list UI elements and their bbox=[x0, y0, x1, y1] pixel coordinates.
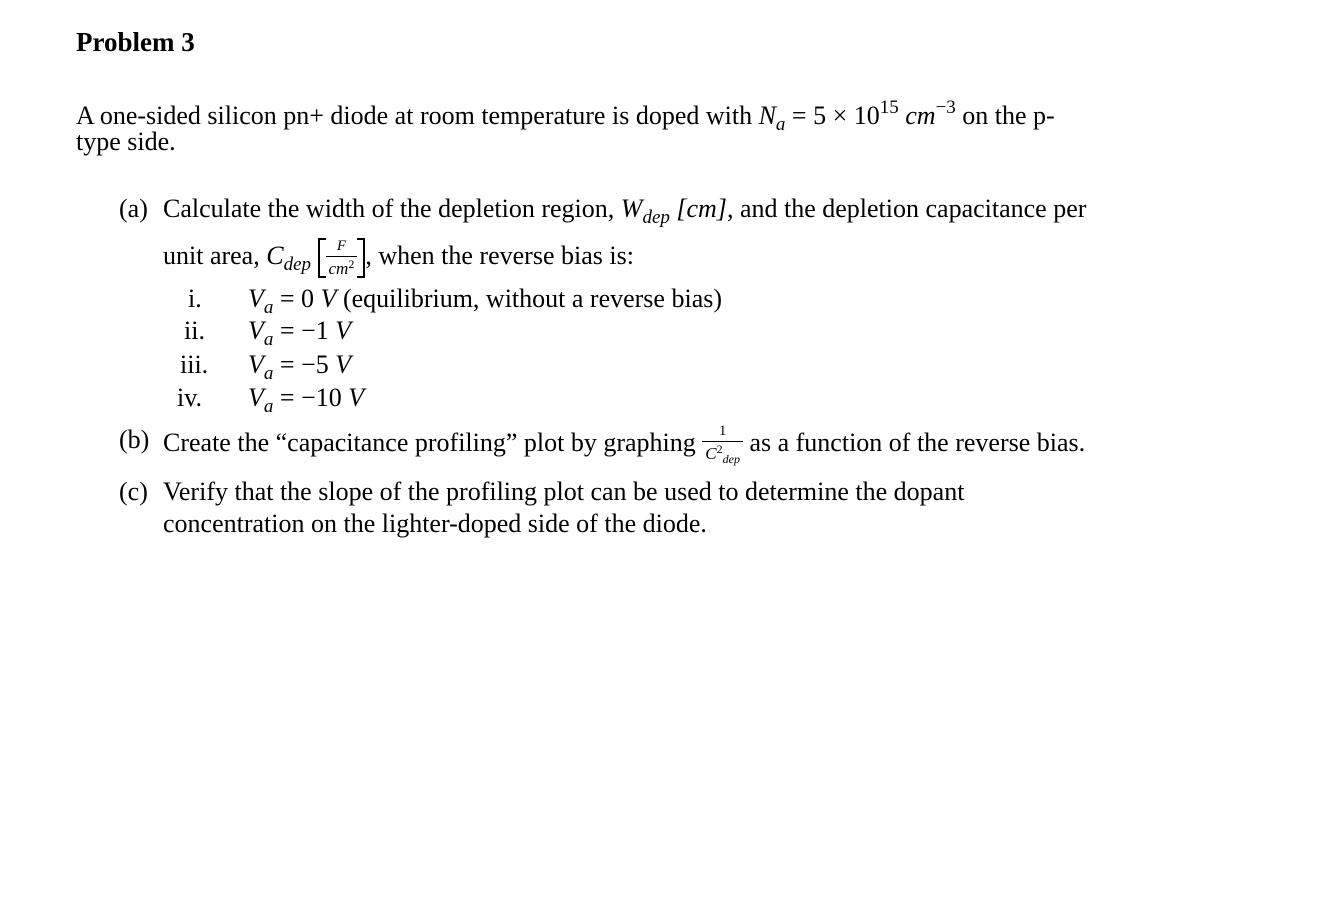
item-iii-content: $V_a = -5$ V bbox=[248, 350, 352, 384]
part-a-line-1 bbox=[163, 193, 1086, 234]
w-subscript: dep bbox=[642, 207, 670, 228]
part-c-label: (c) bbox=[119, 477, 148, 506]
part-a-text-1: Calculate the width of the depletion region, bbox=[163, 194, 615, 223]
na-unit-exponent: −3 bbox=[935, 97, 956, 118]
part-b-text-2: as a function of the reverse bias. bbox=[749, 428, 1086, 457]
na-variable: N bbox=[758, 101, 776, 130]
part-a-text-4: , when the reverse bias is: bbox=[365, 241, 634, 270]
inverse-fraction-numerator: 1 bbox=[718, 423, 727, 439]
unit-fraction bbox=[326, 239, 358, 277]
na-unit: cm bbox=[905, 101, 936, 130]
left-bracket bbox=[318, 238, 326, 278]
intro-line-1 bbox=[76, 92, 1055, 141]
c-variable: C bbox=[266, 241, 284, 270]
part-b-line bbox=[163, 424, 1085, 465]
part-b-label: (b) bbox=[119, 425, 150, 454]
item-ii-content: $V_a = -1$ V bbox=[248, 316, 352, 350]
item-iv-number: iv. bbox=[177, 383, 203, 412]
w-unit: [cm] bbox=[676, 194, 727, 223]
item-iii-number: iii. bbox=[180, 350, 209, 379]
inverse-fraction-denominator: $C^2_{dep}$ bbox=[702, 441, 743, 465]
item-ii-number: ii. bbox=[184, 316, 205, 345]
problem-heading: Problem 3 bbox=[76, 27, 195, 57]
unit-fraction-denominator: $cm^2$ bbox=[326, 256, 358, 277]
c-subscript: dep bbox=[283, 254, 312, 275]
inverse-square-fraction bbox=[702, 424, 743, 465]
na-subscript: a bbox=[775, 114, 786, 135]
part-c-line-1: Verify that the slope of the profiling plot can be used to determine the dopant bbox=[163, 477, 965, 506]
intro-text-a: A one-sided silicon pn+ diode at room temperature is doped with bbox=[76, 101, 753, 130]
item-iv-content: $V_a = -10$ V bbox=[248, 383, 365, 417]
w-variable: W bbox=[620, 194, 643, 223]
part-a-text-2: , and the depletion capacitance per bbox=[726, 194, 1087, 223]
unit-fraction-numerator: F bbox=[336, 238, 347, 255]
item-i-number: i. bbox=[188, 284, 202, 313]
na-equation: = 5 × 10 bbox=[785, 101, 880, 130]
part-c-line-2: concentration on the lighter-doped side of the diode. bbox=[163, 509, 707, 538]
part-b-text-1: Create the “capacitance profiling” plot by graphing bbox=[163, 428, 696, 457]
part-a-text-3: unit area, bbox=[163, 241, 260, 270]
na-exponent: 15 bbox=[879, 97, 899, 118]
intro-line-2: type side. bbox=[76, 127, 176, 156]
item-i-content: $V_a = 0$ V (equilibrium, without a reverse bias) bbox=[248, 284, 723, 318]
part-a-line-2 bbox=[163, 236, 634, 285]
part-a-label: (a) bbox=[119, 194, 148, 223]
intro-text-b: on the p- bbox=[962, 101, 1055, 130]
